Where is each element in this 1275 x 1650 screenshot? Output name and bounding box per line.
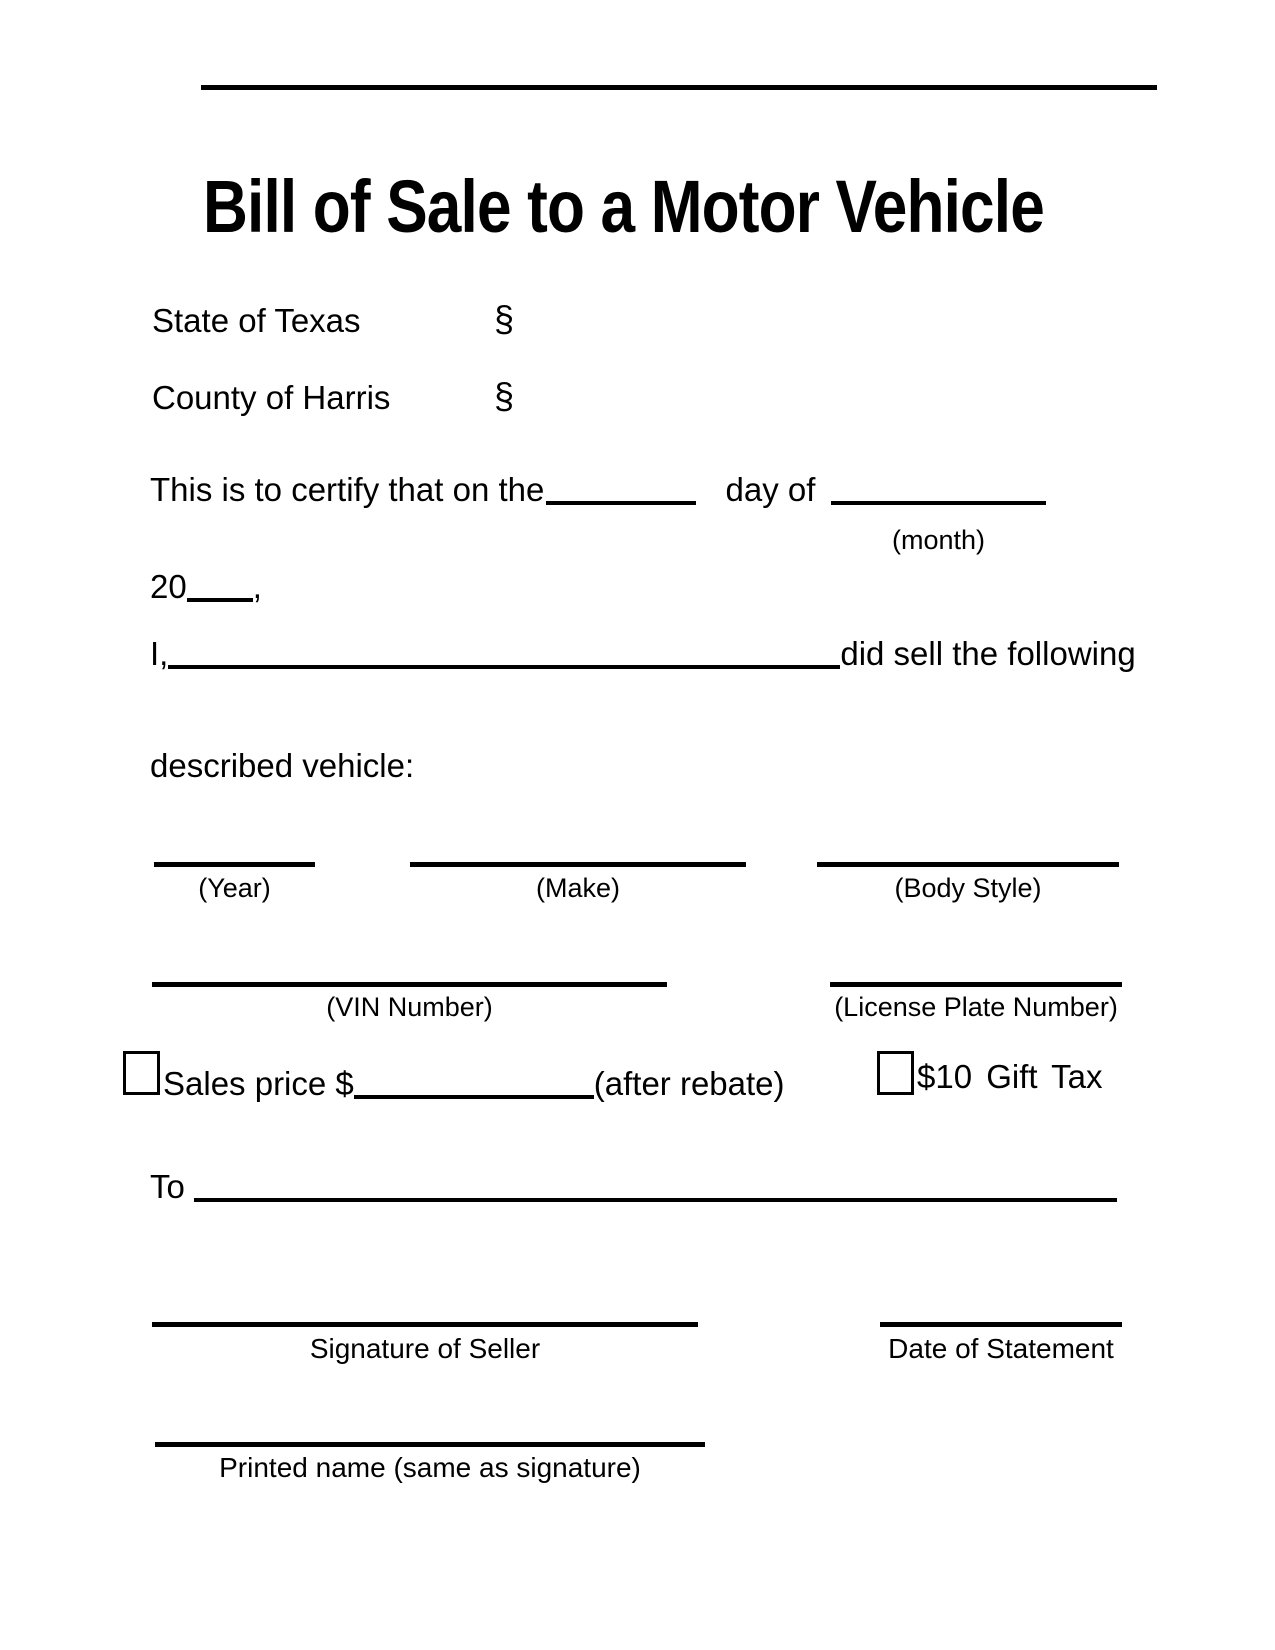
year-field-blank[interactable] <box>187 565 253 602</box>
state-label: State of Texas <box>152 302 361 339</box>
license-plate-caption: (License Plate Number) <box>834 992 1118 1022</box>
gift-tax-checkbox[interactable] <box>877 1051 914 1095</box>
date-caption: Date of Statement <box>888 1333 1114 1364</box>
sales-price-label: Sales price $ <box>163 1065 354 1102</box>
did-sell-text: did sell the following <box>840 635 1136 672</box>
seller-signature-blank[interactable] <box>152 1322 698 1327</box>
date-of-statement-blank[interactable] <box>880 1322 1122 1327</box>
vehicle-make-blank[interactable] <box>410 862 746 867</box>
vehicle-body-style-blank[interactable] <box>817 862 1119 867</box>
buyer-name-blank[interactable] <box>194 1165 1117 1202</box>
gift-tax-label: $10 Gift Tax <box>917 1058 1103 1095</box>
body-style-caption: (Body Style) <box>894 873 1042 903</box>
seller-line <box>150 628 1136 673</box>
county-label: County of Harris <box>152 379 391 416</box>
certification-line <box>150 464 1046 509</box>
described-vehicle-text: described vehicle: <box>150 747 415 784</box>
county-section-symbol: § <box>494 375 515 416</box>
license-plate-blank[interactable] <box>830 982 1122 987</box>
after-rebate-label: (after rebate) <box>593 1065 785 1102</box>
to-label: To <box>150 1168 185 1205</box>
seller-prefix: I, <box>150 635 169 672</box>
document-title: Bill of Sale to a Motor Vehicle <box>203 165 1044 248</box>
day-field-blank[interactable] <box>546 468 696 505</box>
sales-price-checkbox[interactable] <box>123 1051 160 1095</box>
top-rule <box>201 85 1157 90</box>
printed-name-blank[interactable] <box>155 1442 705 1447</box>
seller-name-blank[interactable] <box>168 632 840 669</box>
printed-name-caption: Printed name (same as signature) <box>219 1452 641 1483</box>
certify-lead-text: This is to certify that on the <box>150 471 545 508</box>
buyer-line <box>150 1161 1117 1206</box>
vin-caption: (VIN Number) <box>326 992 493 1022</box>
vin-number-blank[interactable] <box>152 982 667 987</box>
day-of-text: day of <box>725 471 816 508</box>
year-comma: , <box>252 568 262 605</box>
signature-caption: Signature of Seller <box>309 1333 541 1364</box>
year-caption: (Year) <box>198 873 271 903</box>
make-caption: (Make) <box>535 873 620 903</box>
year-prefix: 20 <box>150 568 187 605</box>
month-field-blank[interactable] <box>831 468 1046 505</box>
sales-price-line <box>163 1058 785 1103</box>
vehicle-year-blank[interactable] <box>154 862 315 867</box>
month-caption: (month) <box>891 525 986 555</box>
state-section-symbol: § <box>494 298 515 339</box>
sales-price-blank[interactable] <box>354 1062 594 1099</box>
year-line <box>150 561 262 606</box>
